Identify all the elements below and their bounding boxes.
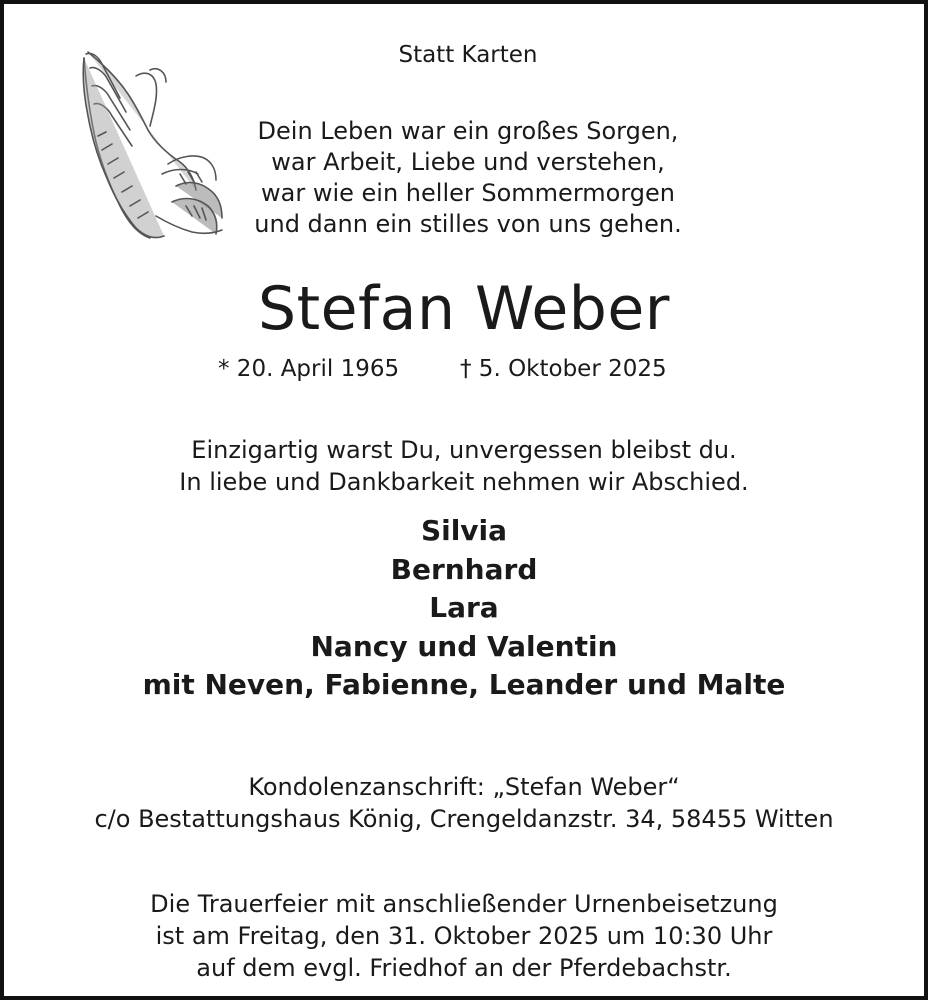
deceased-name: Stefan Weber bbox=[258, 274, 670, 344]
service-line: Die Trauerfeier mit anschließender Urnenbeisetzung bbox=[150, 890, 778, 918]
funeral-service-info bbox=[4, 888, 924, 984]
mourner-name: Silvia bbox=[420, 514, 508, 547]
mourners-list bbox=[4, 512, 924, 705]
farewell-text bbox=[4, 434, 924, 498]
condolence-line: c/o Bestattungshaus König, Crengeldanzstr. 34, 58455 Witten bbox=[94, 805, 834, 833]
poem-line: war wie ein heller Sommermorgen bbox=[261, 179, 675, 207]
condolence-address bbox=[4, 771, 924, 835]
poem-line: war Arbeit, Liebe und verstehen, bbox=[271, 148, 665, 176]
condolence-line: Kondolenzanschrift: „Stefan Weber“ bbox=[248, 773, 680, 801]
mourner-name: Nancy und Valentin bbox=[310, 629, 618, 663]
mourner-name: mit Neven, Fabienne, Leander und Malte bbox=[142, 668, 786, 701]
header-text: Statt Karten bbox=[398, 42, 538, 68]
service-line: auf dem evgl. Friedhof an der Pferdebachstr. bbox=[196, 954, 732, 982]
death-date: † 5. Oktober 2025 bbox=[460, 356, 667, 382]
farewell-line: Einzigartig warst Du, unvergessen bleibst du. bbox=[191, 436, 737, 464]
service-line: ist am Freitag, den 31. Oktober 2025 um 10:30 Uhr bbox=[155, 922, 773, 950]
birth-date: * 20. April 1965 bbox=[218, 356, 400, 382]
poem-line: Dein Leben war ein großes Sorgen, bbox=[257, 117, 679, 145]
farewell-line: In liebe und Dankbarkeit nehmen wir Abschied. bbox=[179, 468, 749, 496]
poem-line: und dann ein stilles von uns gehen. bbox=[254, 210, 682, 238]
mourner-name: Lara bbox=[429, 591, 499, 624]
mourner-name: Bernhard bbox=[390, 552, 538, 586]
poem bbox=[104, 116, 832, 240]
